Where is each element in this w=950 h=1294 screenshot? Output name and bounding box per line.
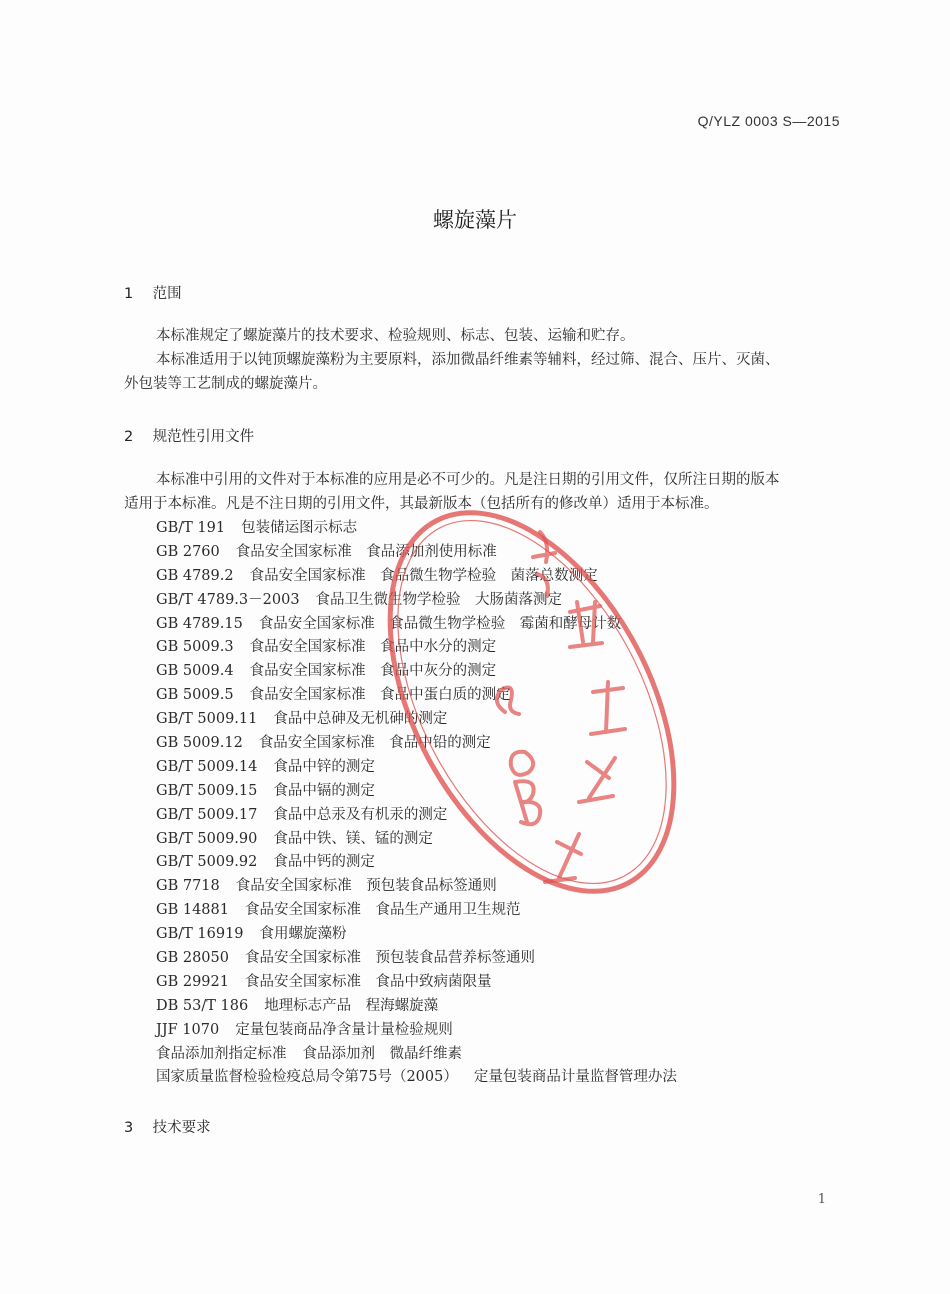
paragraph-line: 本标准适用于以钝顶螺旋藻粉为主要原料，添加微晶纤维素等辅料，经过筛、混合、压片、灭菌、 <box>156 352 780 368</box>
section-title: 规范性引用文件 <box>152 429 255 445</box>
reference-item <box>156 541 677 565</box>
reference-title: 食品中铁、镁、锰的测定 <box>273 830 433 847</box>
reference-code: GB/T 5009.90 <box>156 830 258 847</box>
reference-title: 定量包装商品净含量计量检验规则 <box>235 1021 453 1038</box>
reference-item <box>156 875 677 899</box>
reference-item <box>156 1019 677 1043</box>
scope-paragraph-1 <box>124 324 844 348</box>
reference-code: GB/T 5009.11 <box>156 711 258 728</box>
reference-code: GB/T 5009.92 <box>156 854 258 871</box>
reference-item <box>156 828 677 852</box>
reference-code: GB 4789.2 <box>156 567 234 584</box>
reference-item <box>156 708 677 732</box>
reference-code: 国家质量监督检验检疫总局令第75号（2005） <box>156 1069 458 1086</box>
reference-item <box>156 971 677 995</box>
reference-title: 食品中镉的测定 <box>273 782 375 799</box>
reference-item <box>156 1043 677 1067</box>
reference-title: 食品中锌的测定 <box>273 758 375 775</box>
normative-references-paragraph <box>124 468 844 516</box>
reference-title: 食品安全国家标准 食品中灰分的测定 <box>249 663 497 680</box>
section-number: 3 <box>124 1120 134 1136</box>
reference-title: 食品安全国家标准 预包装食品营养标签通则 <box>244 950 535 967</box>
reference-item <box>156 565 677 589</box>
section-title: 范围 <box>152 286 182 302</box>
reference-title: 食品安全国家标准 预包装食品标签通则 <box>235 878 497 895</box>
paragraph-line: 本标准规定了螺旋藻片的技术要求、检验规则、标志、包装、运输和贮存。 <box>156 328 635 344</box>
paragraph-line: 本标准中引用的文件对于本标准的应用是必不可少的。凡是注日期的引用文件，仅所注日期的版本 <box>156 472 780 488</box>
reference-title: 食品安全国家标准 食品生产通用卫生规范 <box>244 902 521 919</box>
reference-title: 食品安全国家标准 食品中铅的测定 <box>258 735 491 752</box>
reference-list <box>156 517 677 1090</box>
section-title: 技术要求 <box>152 1120 211 1136</box>
reference-title: 食品安全国家标准 食品中水分的测定 <box>249 639 497 656</box>
reference-title: 食品中总汞及有机汞的测定 <box>273 806 448 823</box>
reference-code: GB 7718 <box>156 878 220 895</box>
reference-code: GB/T 5009.15 <box>156 782 258 799</box>
reference-item <box>156 660 677 684</box>
reference-code: GB 5009.3 <box>156 639 234 656</box>
reference-title: 地理标志产品 程海螺旋藻 <box>264 997 439 1014</box>
reference-title: 定量包装商品计量监督管理办法 <box>473 1069 677 1086</box>
reference-title: 食品添加剂 微晶纤维素 <box>302 1045 462 1062</box>
reference-title: 包装储运图示标志 <box>241 520 358 536</box>
reference-item <box>156 1066 677 1090</box>
document-title: 螺旋藻片 <box>433 208 517 232</box>
paragraph-line: 外包装等工艺制成的螺旋藻片。 <box>124 376 327 392</box>
reference-item <box>156 804 677 828</box>
reference-title: 食品中总砷及无机砷的测定 <box>273 711 448 728</box>
section-number: 2 <box>124 429 134 445</box>
reference-item <box>156 613 677 637</box>
document-code: Q/YLZ 0003 S—2015 <box>697 113 840 129</box>
reference-code: DB 53/T 186 <box>156 997 249 1014</box>
reference-item <box>156 517 677 541</box>
reference-code: GB 5009.5 <box>156 687 234 704</box>
reference-item <box>156 995 677 1019</box>
section-2-heading <box>124 425 254 446</box>
reference-code: GB 28050 <box>156 950 229 967</box>
reference-item <box>156 732 677 756</box>
reference-title: 食品中钙的测定 <box>273 854 375 871</box>
section-number: 1 <box>124 286 134 302</box>
reference-code: GB/T 4789.3－2003 <box>156 591 300 608</box>
reference-code: GB 29921 <box>156 973 229 990</box>
reference-code: GB 2760 <box>156 543 220 560</box>
reference-title: 食品卫生微生物学检验 大肠菌落测定 <box>315 591 563 608</box>
reference-item <box>156 899 677 923</box>
reference-code: GB/T 5009.14 <box>156 758 258 775</box>
reference-item <box>156 851 677 875</box>
section-1-heading <box>124 282 182 303</box>
reference-code: GB 4789.15 <box>156 615 243 632</box>
reference-item <box>156 923 677 947</box>
reference-item <box>156 684 677 708</box>
reference-title: 食品安全国家标准 食品中致病菌限量 <box>244 973 492 990</box>
reference-title: 食品安全国家标准 食品中蛋白质的测定 <box>249 687 511 704</box>
reference-item <box>156 589 677 613</box>
section-3-heading <box>124 1116 211 1137</box>
reference-title: 食品安全国家标准 食品微生物学检验 霉菌和酵母计数 <box>258 615 622 632</box>
scope-paragraph-2 <box>124 348 844 396</box>
reference-code: GB/T 191 <box>156 520 226 536</box>
reference-item <box>156 780 677 804</box>
reference-item <box>156 636 677 660</box>
reference-code: JJF 1070 <box>156 1021 220 1038</box>
page-number: 1 <box>817 1192 826 1207</box>
reference-item <box>156 947 677 971</box>
reference-title: 食用螺旋藻粉 <box>259 926 347 943</box>
reference-code: GB 5009.4 <box>156 663 234 680</box>
reference-code: GB/T 5009.17 <box>156 806 258 823</box>
paragraph-line: 适用于本标准。凡是不注日期的引用文件，其最新版本（包括所有的修改单）适用于本标准。 <box>124 496 719 512</box>
reference-code: GB/T 16919 <box>156 926 244 943</box>
reference-item <box>156 756 677 780</box>
reference-title: 食品安全国家标准 食品添加剂使用标准 <box>235 543 497 560</box>
reference-title: 食品安全国家标准 食品微生物学检验 菌落总数测定 <box>249 567 598 584</box>
reference-code: 食品添加剂指定标准 <box>156 1045 287 1062</box>
reference-code: GB 14881 <box>156 902 229 919</box>
reference-code: GB 5009.12 <box>156 735 243 752</box>
